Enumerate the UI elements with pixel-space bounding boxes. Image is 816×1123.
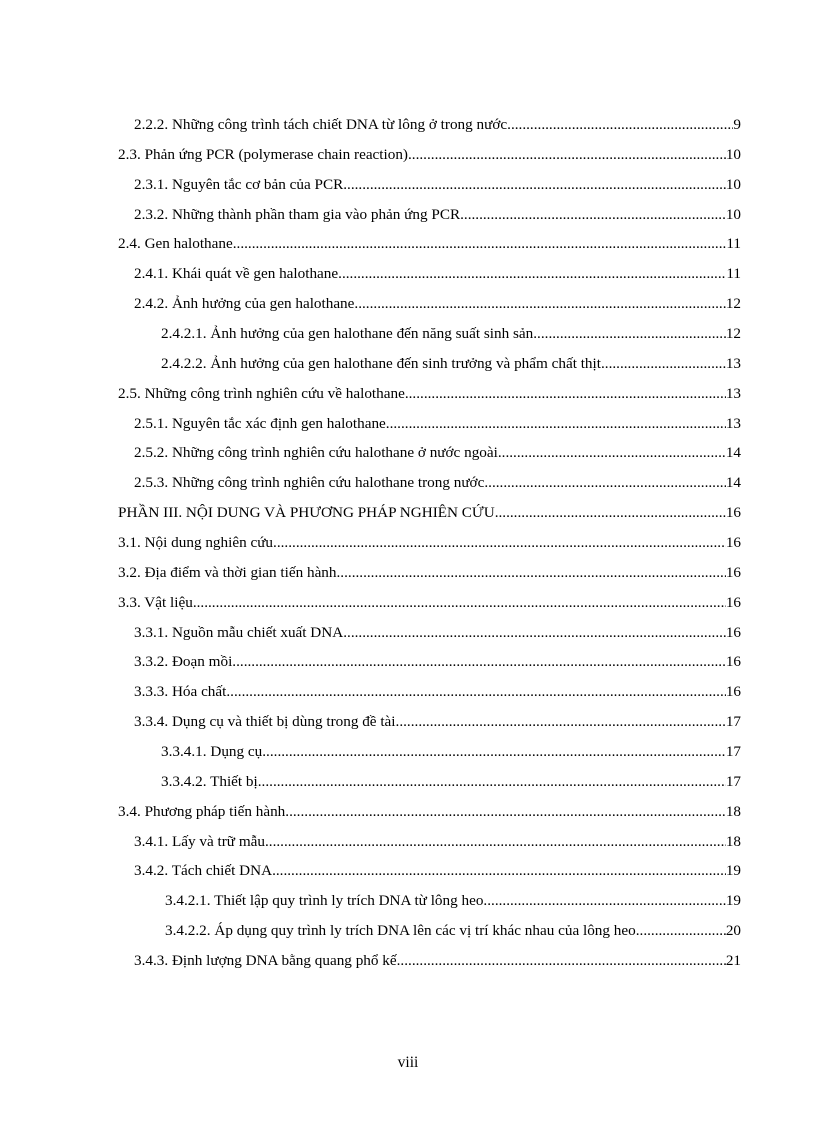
toc-leader-dots [354, 291, 725, 317]
toc-entry-label: 3.1. Nội dung nghiên cứu [118, 534, 274, 552]
toc-entry-label: PHẦN III. NỘI DUNG VÀ PHƯƠNG PHÁP NGHIÊN CỨU [118, 504, 495, 522]
toc-entry-page: 16 [725, 534, 741, 552]
toc-leader-dots [285, 799, 726, 825]
toc-entry-page: 20 [725, 922, 741, 940]
toc-entry[interactable] [118, 829, 741, 855]
toc-leader-dots [343, 172, 726, 198]
toc-entry[interactable] [118, 709, 741, 735]
toc-entry-page: 9 [733, 116, 741, 133]
toc-leader-dots [233, 231, 727, 257]
toc-entry-label: 3.3.2. Đoạn mồi [134, 653, 233, 671]
toc-leader-dots [495, 500, 726, 526]
toc-entry-page: 17 [725, 743, 741, 761]
toc-entry-page: 17 [725, 713, 741, 731]
toc-entry[interactable] [118, 649, 741, 675]
toc-entry[interactable] [118, 620, 741, 646]
toc-entry[interactable] [118, 142, 741, 168]
toc-entry[interactable] [118, 918, 741, 944]
toc-entry[interactable] [118, 231, 741, 257]
toc-entry-label: 3.2. Địa điểm và thời gian tiến hành [118, 563, 337, 581]
toc-leader-dots [337, 560, 726, 586]
toc-entry[interactable] [118, 500, 741, 526]
toc-entry-label: 2.4.2. Ảnh hưởng của gen halothane [134, 295, 355, 313]
toc-leader-dots [498, 440, 726, 466]
toc-leader-dots [262, 739, 726, 765]
toc-entry-label: 2.3.1. Nguyên tắc cơ bản của PCR [134, 175, 344, 193]
toc-entry-page: 11 [726, 265, 741, 283]
toc-leader-dots [226, 679, 725, 705]
toc-entry[interactable] [118, 411, 741, 437]
toc-entry-page: 16 [725, 653, 741, 671]
toc-entry-label: 2.2.2. Những công trình tách chiết DNA từ lông ở trong nước [134, 116, 508, 133]
toc-entry-page: 19 [725, 892, 741, 910]
toc-entry-label: 3.4.3. Định lượng DNA bằng quang phổ kế [134, 952, 397, 970]
toc-entry-page: 12 [725, 295, 741, 313]
toc-leader-dots [533, 321, 726, 347]
toc-entry[interactable] [118, 769, 741, 795]
toc-entry[interactable] [118, 470, 741, 496]
toc-leader-dots [460, 202, 726, 228]
toc-entry-page: 13 [725, 384, 741, 402]
toc-entry[interactable] [118, 560, 741, 586]
toc-entry-page: 14 [725, 474, 741, 492]
toc-entry[interactable] [118, 172, 741, 198]
toc-entry-label: 3.3.4. Dụng cụ và thiết bị dùng trong đề tài [134, 713, 396, 731]
toc-leader-dots [396, 709, 726, 735]
toc-leader-dots [232, 649, 726, 675]
table-of-contents [118, 112, 741, 978]
toc-entry[interactable] [118, 799, 741, 825]
toc-entry-label: 3.4.2.2. Áp dụng quy trình ly trích DNA lên các vị trí khác nhau của lông heo [165, 922, 636, 940]
toc-entry-page: 13 [725, 354, 741, 372]
toc-leader-dots [405, 381, 726, 407]
toc-leader-dots [484, 470, 725, 496]
toc-entry-page: 16 [725, 593, 741, 611]
toc-leader-dots [272, 858, 726, 884]
page-number: viii [397, 1054, 419, 1071]
toc-entry-label: 2.5.3. Những công trình nghiên cứu halothane trong nước [134, 474, 485, 492]
toc-leader-dots [507, 112, 733, 138]
toc-entry-page: 10 [725, 205, 741, 223]
toc-leader-dots [265, 829, 726, 855]
toc-entry-page: 13 [725, 414, 741, 432]
toc-entry-label: 3.3.1. Nguồn mẫu chiết xuất DNA [134, 623, 344, 641]
toc-entry[interactable] [118, 948, 741, 974]
toc-entry-label: 2.4.1. Khái quát về gen halothane [134, 265, 339, 283]
toc-entry-label: 2.5.1. Nguyên tắc xác định gen halothane [134, 414, 386, 432]
toc-entry[interactable] [118, 291, 741, 317]
toc-entry-label: 3.3. Vật liệu [118, 593, 193, 611]
toc-leader-dots [338, 261, 726, 287]
toc-leader-dots [193, 590, 726, 616]
toc-entry-page: 19 [725, 862, 741, 880]
toc-entry-label: 3.4. Phương pháp tiến hành [118, 802, 286, 820]
toc-entry-label: 2.3. Phản ứng PCR (polymerase chain reaction) [118, 145, 408, 163]
toc-entry-label: 2.5.2. Những công trình nghiên cứu halothane ở nước ngoài [134, 444, 498, 462]
toc-leader-dots [408, 142, 726, 168]
toc-leader-dots [258, 769, 726, 795]
toc-leader-dots [386, 411, 726, 437]
toc-entry-page: 18 [725, 802, 741, 820]
toc-entry[interactable] [118, 202, 741, 228]
toc-entry-label: 3.3.4.2. Thiết bị [161, 772, 258, 790]
toc-entry-label: 2.3.2. Những thành phần tham gia vào phản ứng PCR [134, 205, 461, 223]
toc-leader-dots [397, 948, 726, 974]
toc-entry-label: 3.4.2. Tách chiết DNA [134, 862, 273, 880]
toc-entry[interactable] [118, 112, 741, 138]
toc-entry[interactable] [118, 321, 741, 347]
toc-entry[interactable] [118, 888, 741, 914]
toc-entry-page: 18 [725, 832, 741, 850]
toc-entry-page: 11 [726, 235, 741, 253]
toc-entry-page: 16 [725, 683, 741, 701]
toc-entry-page: 10 [725, 145, 741, 163]
toc-entry-page: 14 [725, 444, 741, 462]
toc-leader-dots [273, 530, 726, 556]
toc-entry[interactable] [118, 261, 741, 287]
toc-leader-dots [601, 351, 726, 377]
toc-entry[interactable] [118, 530, 741, 556]
toc-entry-label: 2.4. Gen halothane [118, 235, 233, 253]
toc-entry[interactable] [118, 590, 741, 616]
toc-entry[interactable] [118, 739, 741, 765]
toc-entry-page: 16 [725, 563, 741, 581]
toc-entry-page: 16 [725, 623, 741, 641]
toc-entry-page: 10 [725, 175, 741, 193]
toc-entry-label: 2.5. Những công trình nghiên cứu về halothane [118, 384, 405, 402]
toc-entry-label: 3.4.2.1. Thiết lập quy trình ly trích DNA từ lông heo [165, 892, 484, 910]
toc-leader-dots [636, 918, 726, 944]
toc-entry-label: 3.3.3. Hóa chất [134, 683, 227, 701]
toc-entry-label: 3.3.4.1. Dụng cụ [161, 743, 263, 761]
toc-entry-page: 21 [725, 952, 741, 970]
toc-entry[interactable] [118, 381, 741, 407]
toc-entry[interactable] [118, 679, 741, 705]
toc-entry[interactable] [118, 351, 741, 377]
toc-entry-page: 12 [725, 325, 741, 343]
toc-leader-dots [483, 888, 725, 914]
toc-entry-label: 2.4.2.2. Ảnh hưởng của gen halothane đến sinh trưởng và phẩm chất thịt [161, 354, 601, 372]
toc-entry-label: 2.4.2.1. Ảnh hưởng của gen halothane đến năng suất sinh sản [161, 325, 534, 343]
toc-leader-dots [343, 620, 726, 646]
toc-entry-label: 3.4.1. Lấy và trữ mẫu [134, 832, 265, 850]
toc-entry-page: 17 [725, 772, 741, 790]
toc-entry-page: 16 [725, 504, 741, 522]
toc-entry[interactable] [118, 858, 741, 884]
toc-entry[interactable] [118, 440, 741, 466]
